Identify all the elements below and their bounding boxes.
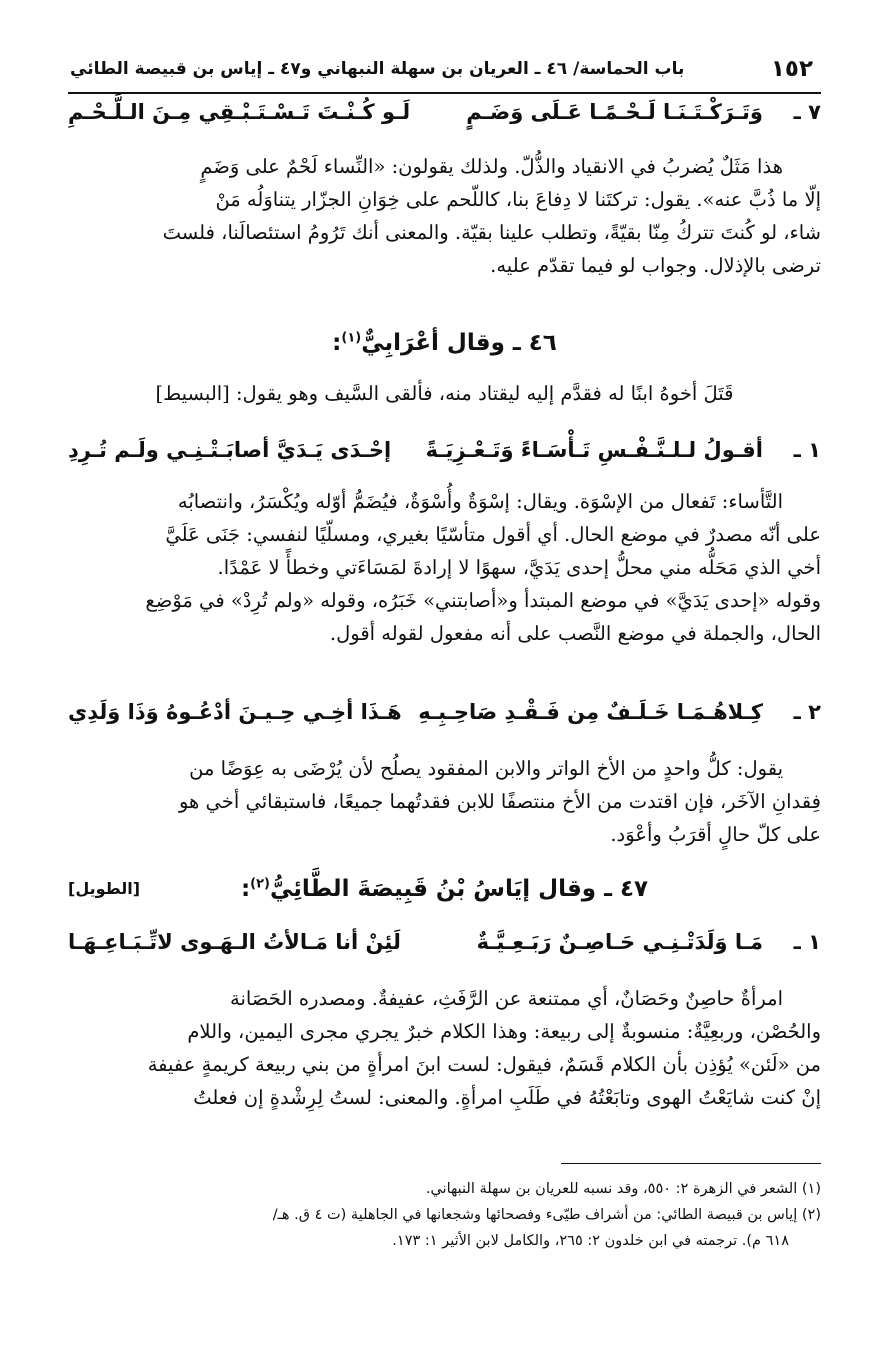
verse-hemistich-second: لَـو كُـنْـتَ تَـسْـتَـبْـقِي مِـنَ الـلَّـحْـمِ	[68, 100, 411, 124]
commentary-line: إنْ كنت شايَعْتُ الهوى وتابَعْتُهُ في طَلَبِ امرأةٍ. والمعنى: لستُ لِرِشْدةٍ إن فعلتُ	[193, 1086, 821, 1109]
commentary-line: شاء، لو كُنتَ تتركُ مِنّا بقيّةً، وتطلب علينا بقيّة. والمعنى أنك تَرُومُ استئصالَنا، فلستَ	[162, 221, 821, 244]
section-colon: :	[332, 330, 342, 356]
commentary-verse-46-2	[68, 752, 821, 851]
section-title: ٤٦ ـ وقال أعْرَابِيٌّ	[361, 330, 557, 356]
verse-hemistich-first: وَتَـرَكْـتَـنَـا لَـحْـمًـا عَـلَى وَضَـمٍ	[466, 100, 763, 124]
page-number: ١٥٢	[770, 56, 813, 82]
verse-number: ١ ـ	[793, 930, 821, 954]
footnote-1: (١) الشعر في الزهرة ٢: ٥٥٠، وقد نسبه للعريان بن سهلة النبهاني.	[425, 1181, 821, 1197]
running-title: باب الحماسة/ ٤٦ ـ العريان بن سهلة النبهاني و٤٧ ـ إياس بن قبيصة الطائي	[70, 59, 685, 79]
commentary-line: الحال، والجملة في موضع النَّصب على أنه مفعول لقوله أقول.	[329, 622, 821, 645]
commentary-line: هذا مَثَلٌ يُضربُ في الانقياد والذُّلّ. ولذلك يقولون: «النِّساء لَحْمٌ على وَضَمٍ	[200, 155, 783, 178]
verse-hemistich-second: لَئِنْ أنا مَـالأتُ الـهَـوى لاتِّـبَـاعِـهَـا	[68, 930, 401, 954]
verse-hemistich-first: أقـولُ لـلـنَّـفْـسِ تَـأْسَـاءً وَتَـعْـزِيَـةً	[425, 438, 763, 462]
verse-47-1	[68, 930, 821, 966]
section-heading-47	[68, 876, 821, 902]
commentary-verse-7	[68, 150, 821, 282]
verse-number: ١ ـ	[793, 438, 821, 462]
footnote-ref: (٢)	[250, 876, 270, 892]
commentary-line: إلّا ما ذُبَّ عنه». يقول: تركتَنا لا دِفاعَ بنا، كاللّحم على خِوَانِ الجزّار يتناوَلُه مَنْ	[215, 188, 821, 211]
commentary-verse-47-1	[68, 982, 821, 1114]
section-intro-46	[68, 382, 821, 405]
verse-hemistich-second: هَـذَا أخِـي حِـيـنَ أدْعُـوهُ وَذَا وَلَدِي	[68, 700, 402, 724]
verse-46-2	[68, 700, 821, 736]
commentary-line: على كلّ حالٍ أقرَبُ وأعْوَد.	[610, 823, 821, 846]
footnote-2-continuation: ٦١٨ م). ترجمته في ابن خلدون ٢: ٢٦٥، والكامل لابن الأثير ١: ١٧٣.	[392, 1233, 789, 1249]
commentary-line: التَّأساء: تَفعال من الإسْوَة. ويقال: إسْوَةٌ وأُسْوَةٌ، فيُضَمُّ أوّله ويُكْسَرُ، وانتصابُه	[177, 490, 783, 513]
verse-hemistich-first: مَـا وَلَدَتْـنِـي حَـاصِـنٌ رَبَـعِـيَّـةٌ	[476, 930, 763, 954]
commentary-line: وقوله «إحدى يَدَيَّ» في موضع المبتدأ و«أصابتني» خَبَرُه، وقوله «ولم تُرِدْ» في مَوْضِع	[145, 589, 821, 612]
commentary-line: يقول: كلُّ واحدٍ من الأخ الواتر والابن المفقود يصلُح لأن يُرْضَى به عِوَضًا من	[189, 757, 783, 780]
verse-7	[68, 100, 821, 136]
footnote-ref: (١)	[341, 330, 362, 346]
footnote-2: (٢) إياس بن قبيصة الطائي: من أشراف طيّىء وفصحائها وشجعانها في الجاهلية (ت ٤ ق. هـ/	[272, 1207, 821, 1223]
commentary-verse-46-1	[68, 485, 821, 650]
footnote-divider	[561, 1163, 821, 1164]
verse-46-1	[68, 438, 821, 474]
section-title: ٤٧ ـ وقال إيَاسُ بْنُ قَبِيصَةَ الطَّائِيُّ	[269, 876, 649, 902]
meter-label: [الطويل]	[68, 879, 141, 898]
commentary-line: امرأةٌ حاصِنٌ وحَصَانٌ، أي ممتنعة عن الرَّفَثِ، عفيفةٌ. ومصدره الحَصَانة	[230, 987, 783, 1010]
verse-hemistich-first: كِـلاهُـمَـا خَـلَـفٌ مِن فَـقْـدِ صَاحِـبِـهِ	[418, 700, 763, 724]
commentary-line: على أنّه مصدرٌ في موضع الحال. أي أقول متأسّيًا بغيري، ومسلّيًا لنفسي: جَنَى عَلَيَّ	[165, 523, 821, 546]
commentary-line: أخي الذي مَحَلُّه مني محلُّ إحدى يَدَيَّ، سهوًا لا إرادةَ لمَسَاءَتي وخطأً لا عَمْدًا.	[217, 556, 821, 579]
commentary-line: والحُصْن، وربعِيَّةٌ: منسوبةٌ إلى ربيعة: وهذا الكلام خبرٌ يجري مجرى اليمين، واللام	[187, 1020, 821, 1043]
section-heading-46	[68, 330, 821, 356]
meter-label: [البسيط]	[155, 382, 230, 405]
commentary-line: من «لَئن» يُؤذِن بأن الكلام قَسَمٌ، فيقول: لست ابنَ امرأةٍ من بني ربيعة كريمةٍ عفيفة	[147, 1053, 821, 1076]
page-header	[68, 52, 821, 94]
footnotes	[68, 1176, 821, 1254]
verse-number: ٢ ـ	[793, 700, 821, 724]
verse-hemistich-second: إحْـدَى يَـدَيَّ أصابَـتْـنِـي ولَـم تُـرِدِ	[68, 438, 392, 462]
commentary-line: ترضى بالإذلال. وجواب لو فيما تقدّم عليه.	[490, 254, 821, 277]
verse-number: ٧ ـ	[793, 100, 821, 124]
section-colon: :	[240, 876, 251, 902]
intro-text: قَتَلَ أخوهُ ابنًا له فقدَّم إليه ليقتاد منه، فألقى السَّيف وهو يقول:	[235, 382, 734, 405]
commentary-line: فِقدانِ الآخَر، فإن اقتدت من الأخ منتصفًا للابن فقدتُهما جميعًا، فاستبقائي أخي هو	[178, 790, 821, 813]
